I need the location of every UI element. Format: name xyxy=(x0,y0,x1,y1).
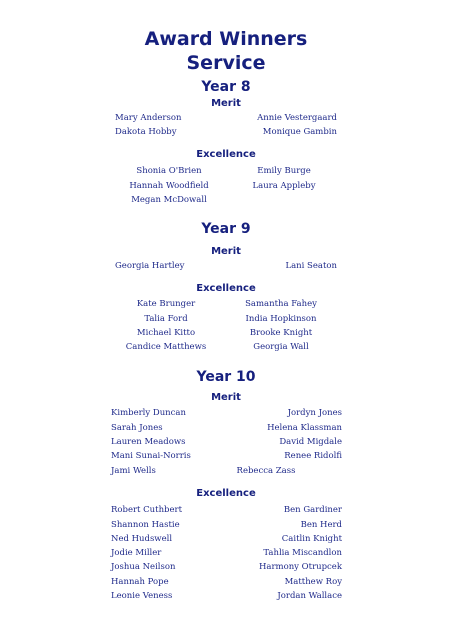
name-entry: Ned Hudswell xyxy=(111,534,173,544)
name-entry: Caitlin Knight xyxy=(281,534,342,544)
name-entry: Mary Anderson xyxy=(115,113,182,123)
name-entry: Matthew Roy xyxy=(284,577,342,587)
name-entry: Dakota Hobby xyxy=(115,127,177,137)
year-10-heading: Year 10 xyxy=(196,369,256,385)
name-entry: Georgia Hartley xyxy=(115,261,185,271)
name-entry: India Hopkinson xyxy=(245,314,317,324)
year-10-excellence-heading: Excellence xyxy=(196,488,256,499)
name-entry: Laura Appleby xyxy=(252,181,316,191)
name-entry: David Migdale xyxy=(279,437,342,447)
year-10-merit-heading: Merit xyxy=(211,392,241,403)
year-8-excellence-heading: Excellence xyxy=(196,149,256,160)
name-entry: Rebecca Zass xyxy=(236,466,296,476)
name-entry: Annie Vestergaard xyxy=(257,113,337,123)
name-entry: Georgia Wall xyxy=(253,342,309,352)
name-entry: Mani Sunai-Norris xyxy=(111,451,191,461)
name-entry: Kimberly Duncan xyxy=(111,408,186,418)
name-entry: Robert Cuthbert xyxy=(111,505,182,515)
name-entry: Jordyn Jones xyxy=(287,408,342,418)
name-entry: Candice Matthews xyxy=(125,342,207,352)
name-entry: Talia Ford xyxy=(144,314,188,324)
year-8-merit-heading: Merit xyxy=(211,98,241,109)
name-entry: Joshua Neilson xyxy=(111,562,176,572)
name-entry: Tahlia Miscandlon xyxy=(263,548,342,558)
year-9-heading: Year 9 xyxy=(201,221,251,237)
name-entry: Ben Herd xyxy=(300,520,342,530)
name-entry: Monique Gambin xyxy=(262,127,337,137)
name-entry: Hannah Woodfield xyxy=(129,181,209,191)
name-entry: Jordan Wallace xyxy=(277,591,342,601)
name-entry: Brooke Knight xyxy=(249,328,313,338)
name-entry: Harmony Otrupcek xyxy=(258,562,342,572)
name-entry: Sarah Jones xyxy=(111,423,163,433)
name-entry: Renee Ridolfi xyxy=(284,451,342,461)
name-entry: Megan McDowall xyxy=(131,195,207,205)
name-entry: Samantha Fahey xyxy=(245,299,317,309)
page-title-line2: Service xyxy=(186,52,266,74)
year-9-excellence-heading: Excellence xyxy=(196,283,256,294)
name-entry: Hannah Pope xyxy=(111,577,169,587)
name-entry: Shonia O'Brien xyxy=(136,166,202,176)
name-entry: Emily Burge xyxy=(257,166,311,176)
page-title-line1: Award Winners xyxy=(144,28,308,50)
year-9-merit-heading: Merit xyxy=(211,246,241,257)
name-entry: Lauren Meadows xyxy=(111,437,186,447)
name-entry: Kate Brunger xyxy=(136,299,196,309)
name-entry: Ben Gardiner xyxy=(283,505,342,515)
name-entry: Jodie Miller xyxy=(111,548,162,558)
name-entry: Shannon Hastie xyxy=(111,520,180,530)
name-entry: Leonie Veness xyxy=(111,591,173,601)
name-entry: Jami Wells xyxy=(111,466,156,476)
year-8-heading: Year 8 xyxy=(201,79,251,95)
name-entry: Michael Kitto xyxy=(136,328,196,338)
name-entry: Lani Seaton xyxy=(285,261,337,271)
name-entry: Helena Klassman xyxy=(267,423,342,433)
